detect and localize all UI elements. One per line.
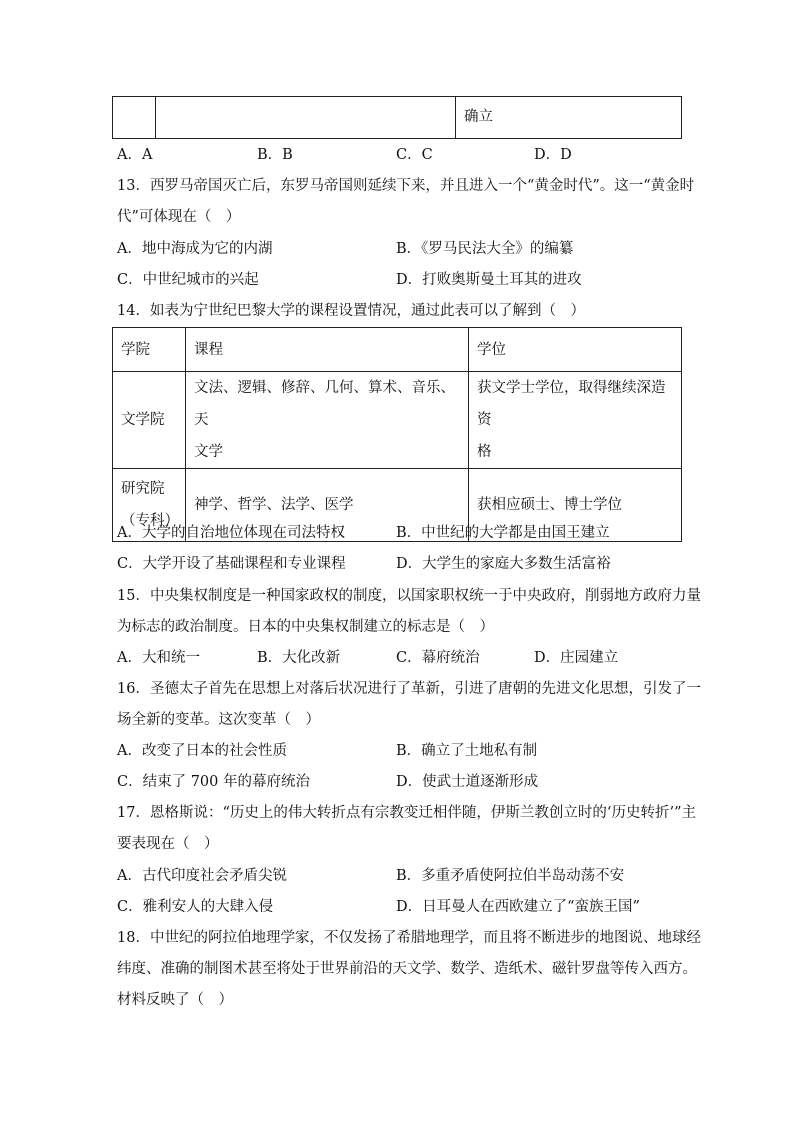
- q15-stem-line2: 为标志的政治制度。日本的中央集权制建立的标志是（ ）: [117, 619, 494, 635]
- cell-degree-line2: 格: [477, 444, 492, 460]
- cell-courses: 神学、哲学、法学、医学: [186, 469, 469, 542]
- cell-courses-line1: 文法、逻辑、修辞、几何、算术、音乐、天: [194, 380, 455, 428]
- table-row: [113, 97, 682, 139]
- cell-courses: [186, 372, 469, 469]
- q18-stem-line3: 材料反映了（ ）: [117, 992, 233, 1008]
- table-cell: 确立: [456, 97, 682, 139]
- curriculum-table: [112, 327, 682, 542]
- table-cell: [156, 97, 456, 139]
- header-courses: 课程: [186, 328, 469, 372]
- q17-stem-line1: 17．恩格斯说：“历史上的伟大转折点有宗教变迁相伴随，伊斯兰教创立时的‘历史转折’”主: [117, 805, 696, 821]
- q15-option-d: D．庄园建立: [534, 650, 619, 666]
- cell-degree: [469, 372, 682, 469]
- q15-stem-line1: 15．中央集权制度是一种国家政权的制度，以国家职权统一于中央政府，削弱地方政府力量: [117, 588, 701, 604]
- q14-option-c: C．大学开设了基础课程和专业课程: [117, 556, 346, 572]
- table-row: [113, 372, 682, 469]
- table-cell: [113, 97, 156, 139]
- q17-option-d: D．日耳曼人在西欧建立了“蛮族王国”: [396, 899, 640, 915]
- q14-stem: 14．如表为宁世纪巴黎大学的课程设置情况，通过此表可以了解到（ ）: [117, 303, 585, 319]
- cell-degree-line1: 获文学士学位，取得继续深造资: [477, 380, 666, 428]
- cell-courses-line2: 文学: [194, 444, 223, 460]
- q18-stem-line1: 18．中世纪的阿拉伯地理学家，不仅发扬了希腊地理学，而且将不断进步的地图说、地球经: [117, 930, 701, 946]
- q12-option-c: C．C: [396, 147, 433, 163]
- q12-option-b: B．B: [257, 147, 293, 163]
- q14-option-a: A．大学的自治地位体现在司法特权: [117, 525, 345, 541]
- header-college: 学院: [113, 328, 186, 372]
- q13-option-d: D．打败奥斯曼土耳其的进攻: [396, 272, 582, 288]
- cell-college-line2: （专科）: [121, 513, 179, 529]
- q14-option-b: B．中世纪的大学都是由国王建立: [396, 525, 610, 541]
- q12-option-d: D．D: [534, 147, 572, 163]
- q18-stem-line2: 纬度、准确的制图术甚至将处于世界前沿的天文学、数学、造纸术、磁针罗盘等传入西方。: [117, 961, 697, 977]
- q14-option-d: D．大学生的家庭大多数生活富裕: [396, 556, 611, 572]
- cell-college: 文学院: [113, 372, 186, 469]
- continued-table: [112, 96, 682, 139]
- q16-option-d: D．使武士道逐渐形成: [396, 774, 539, 790]
- q17-stem-line2: 要表现在（ ）: [117, 836, 219, 852]
- q13-option-c: C．中世纪城市的兴起: [117, 272, 259, 288]
- q13-stem-line1: 13．西罗马帝国灭亡后，东罗马帝国则延续下来，并且进入一个“黄金时代”。这一“黄金时: [117, 178, 695, 194]
- q16-stem-line2: 场全新的变革。这次变革（ ）: [117, 712, 320, 728]
- q15-option-b: B．大化改新: [257, 650, 341, 666]
- q12-option-a: A．A: [117, 147, 153, 163]
- q17-option-c: C．雅利安人的大肆入侵: [117, 899, 274, 915]
- q13-stem-line2: 代”可体现在（ ）: [117, 209, 241, 225]
- header-degree: 学位: [469, 328, 682, 372]
- q16-option-c: C．结束了 700 年的幕府统治: [117, 774, 310, 790]
- q13-option-b: B．《罗马民法大全》的编纂: [396, 241, 574, 257]
- q16-stem-line1: 16．圣德太子首先在思想上对落后状况进行了革新，引进了唐朝的先进文化思想，引发了一: [117, 681, 701, 697]
- table-header-row: [113, 328, 682, 372]
- cell-degree: 获相应硕士、博士学位: [469, 469, 682, 542]
- cell-college-line1: 研究院: [121, 481, 165, 497]
- q16-option-b: B．确立了土地私有制: [396, 743, 538, 759]
- q17-option-b: B．多重矛盾使阿拉伯半岛动荡不安: [396, 868, 625, 884]
- q15-option-c: C．幕府统治: [396, 650, 480, 666]
- q13-option-a: A．地中海成为它的内湖: [117, 241, 273, 257]
- q15-option-a: A．大和统一: [117, 650, 200, 666]
- q16-option-a: A．改变了日本的社会性质: [117, 743, 287, 759]
- q17-option-a: A．古代印度社会矛盾尖锐: [117, 868, 287, 884]
